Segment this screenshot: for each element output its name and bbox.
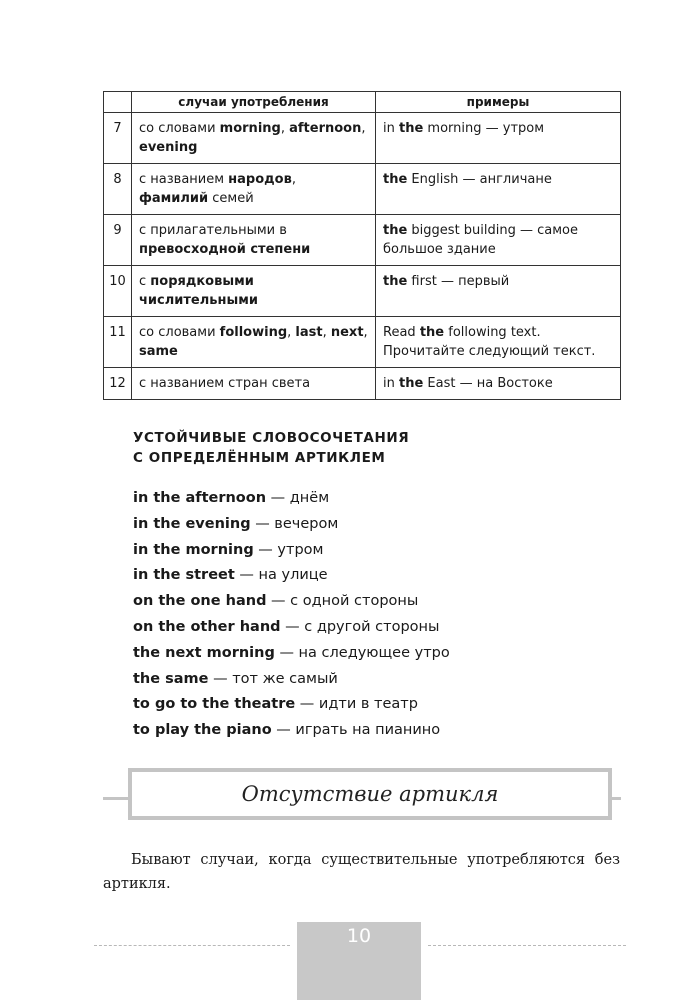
cell-text: порядковыми числительными xyxy=(139,274,258,308)
header-examples: примеры xyxy=(376,92,621,113)
table-header-row xyxy=(104,92,621,113)
list-item xyxy=(133,563,450,589)
cell-text: фамилий xyxy=(139,191,209,206)
example-cell xyxy=(376,113,621,164)
page-number-box xyxy=(297,922,421,1000)
set-phrases-heading-line2: С ОПРЕДЕЛЁННЫМ АРТИКЛЕМ xyxy=(133,450,386,466)
cell-text: East — на Востоке xyxy=(423,376,553,391)
section-title: Отсутствие артикля xyxy=(241,782,499,806)
usage-table xyxy=(103,91,621,400)
cell-text: превосходной степени xyxy=(139,242,311,257)
list-item xyxy=(133,615,450,641)
phrase-english: to go to the theatre xyxy=(133,696,296,713)
phrase-english: in the street xyxy=(133,567,235,584)
phrase-english: on the other hand xyxy=(133,618,281,635)
header-number xyxy=(104,92,132,113)
table-row xyxy=(104,113,621,164)
usage-case-cell xyxy=(132,113,376,164)
list-item xyxy=(133,512,450,538)
cell-text: in xyxy=(383,121,399,136)
cell-text: , xyxy=(322,325,331,340)
phrase-translation: — вечером xyxy=(250,515,339,532)
phrase-english: to play the piano xyxy=(133,722,272,739)
cell-text: the xyxy=(419,325,445,340)
usage-case-cell xyxy=(132,215,376,266)
cell-text: со словами xyxy=(139,121,220,136)
cell-text: с названием xyxy=(139,172,229,187)
cell-text: the xyxy=(383,223,408,238)
example-cell xyxy=(376,266,621,317)
footer-dash-left xyxy=(94,945,290,946)
row-number: 11 xyxy=(104,317,132,368)
phrase-english: on the one hand xyxy=(133,593,267,610)
list-item xyxy=(133,641,450,667)
phrase-translation: — с другой стороны xyxy=(280,618,440,635)
phrase-translation: — на следующее утро xyxy=(274,644,450,661)
cell-text: English — англичане xyxy=(407,172,552,187)
cell-text: the xyxy=(398,376,424,391)
list-item xyxy=(133,538,450,564)
section-rule-right xyxy=(611,797,621,800)
usage-case-cell xyxy=(132,368,376,400)
cell-text: , xyxy=(291,172,296,187)
cell-text: , xyxy=(363,325,368,340)
list-item xyxy=(133,589,450,615)
section-rule-left xyxy=(103,797,129,800)
row-number: 10 xyxy=(104,266,132,317)
footer-dash-right xyxy=(428,945,626,946)
table-row xyxy=(104,215,621,266)
row-number: 7 xyxy=(104,113,132,164)
set-phrases-list xyxy=(133,486,450,744)
list-item xyxy=(133,486,450,512)
phrase-english: in the evening xyxy=(133,515,251,532)
set-phrases-heading-line1: УСТОЙЧИВЫЕ СЛОВОСОЧЕТАНИЯ xyxy=(133,430,410,446)
row-number: 12 xyxy=(104,368,132,400)
cell-text: семей xyxy=(208,191,254,206)
usage-case-cell xyxy=(132,266,376,317)
cell-text: , xyxy=(280,121,290,136)
phrase-translation: — играть на пианино xyxy=(271,722,441,739)
cell-text: со словами xyxy=(139,325,220,340)
cell-text: in xyxy=(383,376,399,391)
cell-text: afternoon xyxy=(289,121,362,136)
cell-text: с xyxy=(139,274,151,289)
cell-text: , xyxy=(287,325,296,340)
example-cell xyxy=(376,317,621,368)
list-item xyxy=(133,718,450,744)
section-header-box xyxy=(128,768,612,820)
cell-text: first — первый xyxy=(407,274,510,289)
usage-case-cell xyxy=(132,317,376,368)
phrase-english: in the afternoon xyxy=(133,490,267,506)
cell-text: с названием стран света xyxy=(139,376,311,391)
phrase-translation: — на улице xyxy=(234,567,328,584)
cell-text: following text. Прочитайте следующий текст. xyxy=(383,325,596,359)
usage-case-cell xyxy=(132,164,376,215)
row-number: 9 xyxy=(104,215,132,266)
example-cell xyxy=(376,164,621,215)
phrase-translation: — идти в театр xyxy=(295,696,418,713)
phrase-english: the next morning xyxy=(133,644,275,661)
cell-text: morning — утром xyxy=(423,121,545,136)
cell-text: the xyxy=(383,274,408,289)
cell-text: following xyxy=(219,325,288,340)
cell-text: the xyxy=(398,121,424,136)
phrase-translation: — тот же самый xyxy=(208,670,338,687)
cell-text: same xyxy=(139,344,178,359)
phrase-translation: — утром xyxy=(253,541,324,558)
phrase-translation: — днём xyxy=(266,490,330,506)
cell-text: the xyxy=(383,172,408,187)
table-row xyxy=(104,317,621,368)
cell-text: evening xyxy=(139,140,198,155)
row-number: 8 xyxy=(104,164,132,215)
cell-text: morning xyxy=(219,121,281,136)
phrase-english: in the morning xyxy=(133,541,254,558)
cell-text: Read xyxy=(383,325,420,340)
body-paragraph: Бывают случаи, когда существительные употребляются без артикля. xyxy=(103,852,620,892)
list-item xyxy=(133,692,450,718)
example-cell xyxy=(376,368,621,400)
page-number: 10 xyxy=(346,925,372,947)
table-row xyxy=(104,164,621,215)
cell-text: , xyxy=(361,121,366,136)
table-row xyxy=(104,266,621,317)
list-item xyxy=(133,667,450,693)
cell-text: next xyxy=(330,325,364,340)
set-phrases-heading xyxy=(133,428,409,468)
cell-text: с прилагательными в xyxy=(139,223,287,238)
cell-text: народов xyxy=(228,172,292,187)
cell-text: last xyxy=(295,325,323,340)
header-cases: случаи употребления xyxy=(132,92,376,113)
phrase-translation: — с одной стороны xyxy=(266,593,419,610)
example-cell xyxy=(376,215,621,266)
table-row xyxy=(104,368,621,400)
phrase-english: the same xyxy=(133,670,209,687)
cell-text: biggest building — самое большое здание xyxy=(383,223,579,257)
